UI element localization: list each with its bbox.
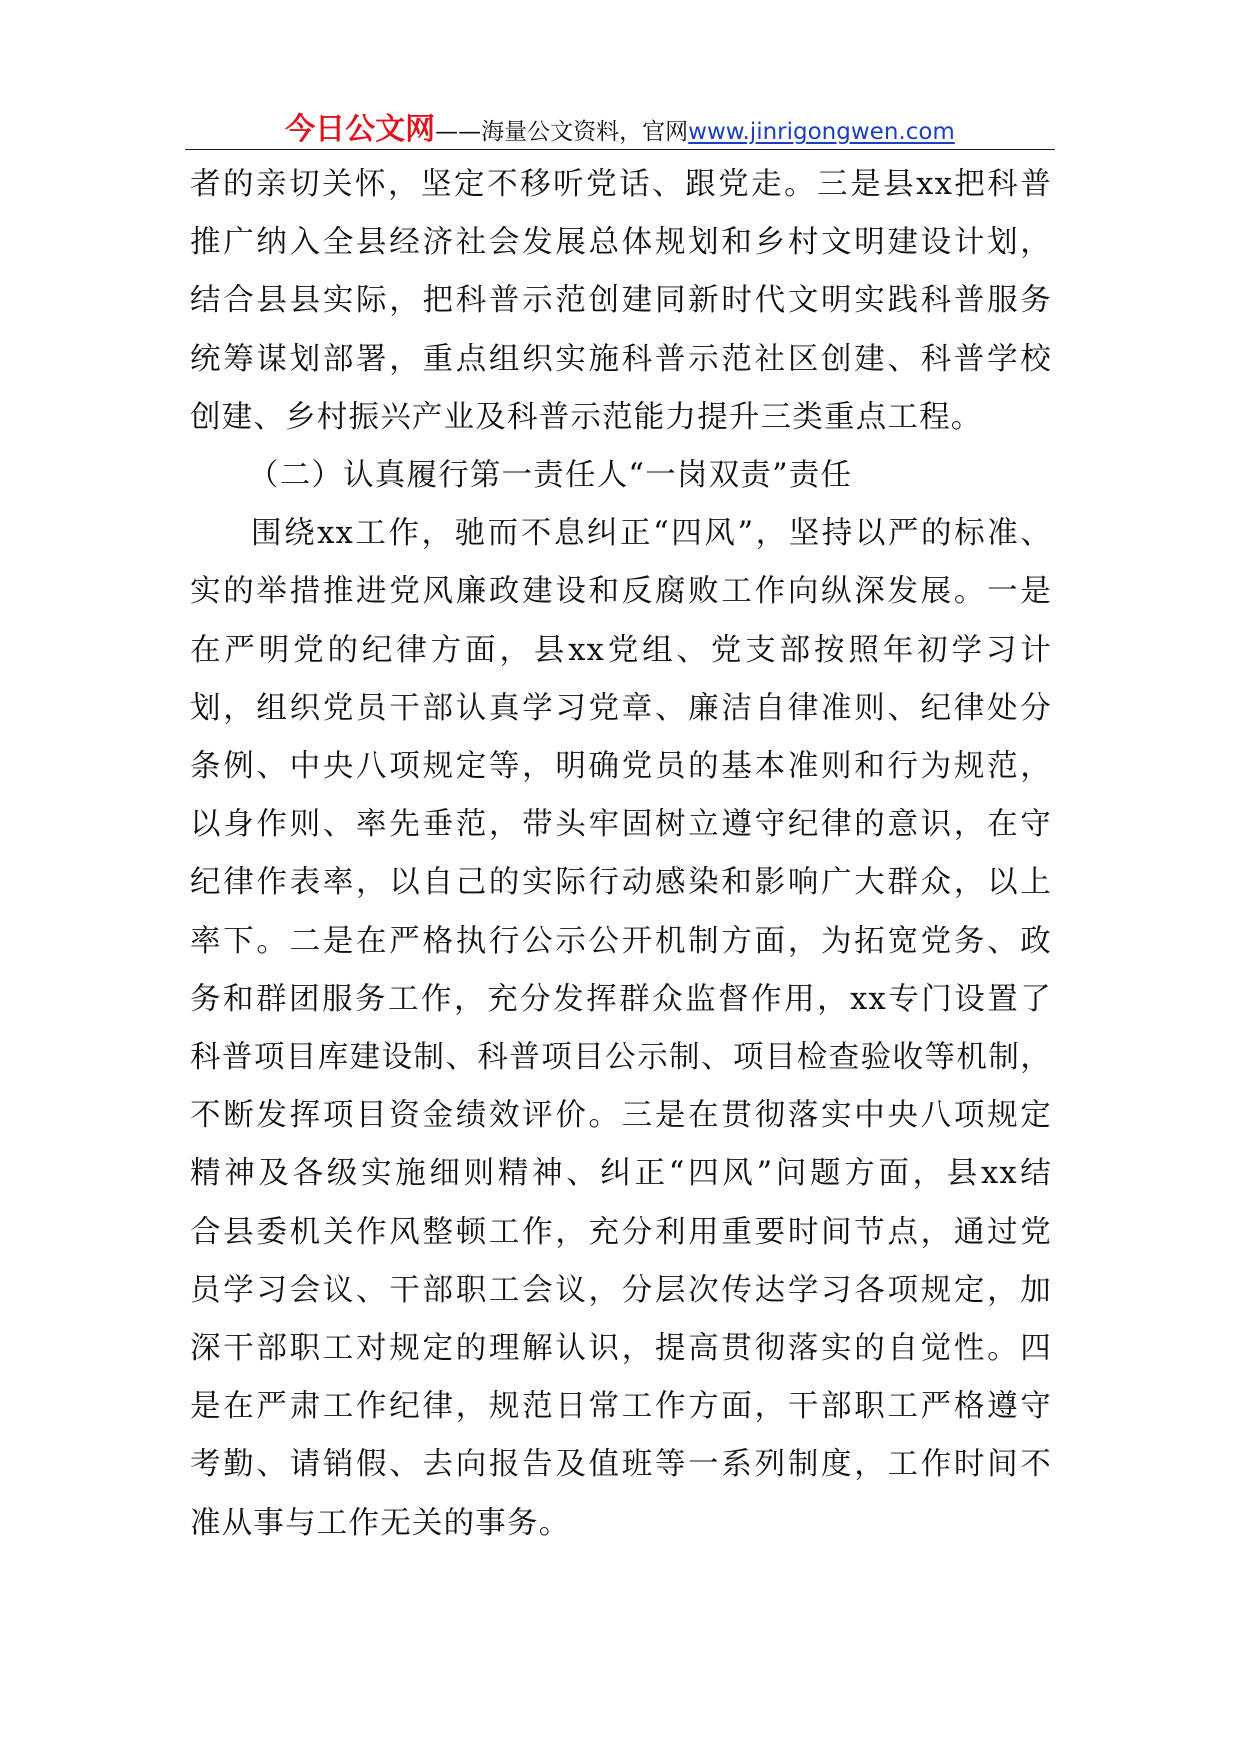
text-line: 条例、中央八项规定等，明确党员的基本准则和行为规范，	[190, 749, 1052, 785]
website-link[interactable]: www.jinrigongwen.com	[688, 119, 955, 145]
text-line: 结合县县实际，把科普示范创建同新时代文明实践科普服务	[190, 283, 1052, 319]
text-line: 是在严肃工作纪律，规范日常工作方面，干部职工严格遵守	[190, 1389, 1052, 1425]
text-line: 深干部职工对规定的理解认识，提高贯彻落实的自觉性。四	[190, 1331, 1052, 1367]
text-line: 科普项目库建设制、科普项目公示制、项目检查验收等机制，	[190, 1040, 1052, 1076]
text-line: 员学习会议、干部职工会议，分层次传达学习各项规定，加	[190, 1272, 1052, 1308]
text-line: 推广纳入全县经济社会发展总体规划和乡村文明建设计划，	[190, 225, 1052, 261]
section-heading	[190, 447, 1052, 505]
header-divider	[185, 149, 1055, 150]
text-line: 务和群团服务工作，充分发挥群众监督作用，xx专门设置了	[190, 981, 1052, 1017]
text-line: 精神及各级实施细则精神、纠正“四风”问题方面，县xx结	[190, 1156, 1052, 1192]
text-line: 不断发挥项目资金绩效评价。三是在贯彻落实中央八项规定	[190, 1098, 1052, 1134]
text-line: 以身作则、率先垂范，带头牢固树立遵守纪律的意识，在守	[190, 807, 1052, 843]
text-line: 创建、乡村振兴产业及科普示范能力提升三类重点工程。	[190, 399, 983, 435]
text-line: 纪律作表率，以自己的实际行动感染和影响广大群众，以上	[190, 865, 1052, 901]
document-body	[190, 156, 1052, 1553]
text-line: 围绕xx工作，驰而不息纠正“四风”，坚持以严的标准、	[251, 516, 1052, 552]
text-line: 准从事与工作无关的事务。	[190, 1505, 571, 1541]
text-line: 划，组织党员干部认真学习党章、廉洁自律准则、纪律处分	[190, 690, 1052, 726]
header-tagline: ——海量公文资料，官网	[435, 119, 689, 145]
text-line: 合县委机关作风整顿工作，充分利用重要时间节点，通过党	[190, 1214, 1052, 1250]
brand-name: 今日公文网	[285, 112, 436, 147]
text-line: 实的举措推进党风廉政建设和反腐败工作向纵深发展。一是	[190, 574, 1052, 610]
heading-text: （二）认真履行第一责任人“一岗双责”责任	[248, 458, 853, 494]
text-line: 者的亲切关怀，坚定不移听党话、跟党走。三是县xx把科普	[190, 167, 1052, 202]
page-header	[185, 104, 1055, 146]
paragraph-continued	[190, 156, 1052, 447]
paragraph	[190, 505, 1052, 1553]
text-line: 在严明党的纪律方面，县xx党组、党支部按照年初学习计	[190, 632, 1052, 668]
text-line: 考勤、请销假、去向报告及值班等一系列制度，工作时间不	[190, 1447, 1052, 1483]
text-line: 率下。二是在严格执行公示公开机制方面，为拓宽党务、政	[190, 923, 1052, 959]
text-line: 统筹谋划部署，重点组织实施科普示范社区创建、科普学校	[190, 341, 1052, 377]
